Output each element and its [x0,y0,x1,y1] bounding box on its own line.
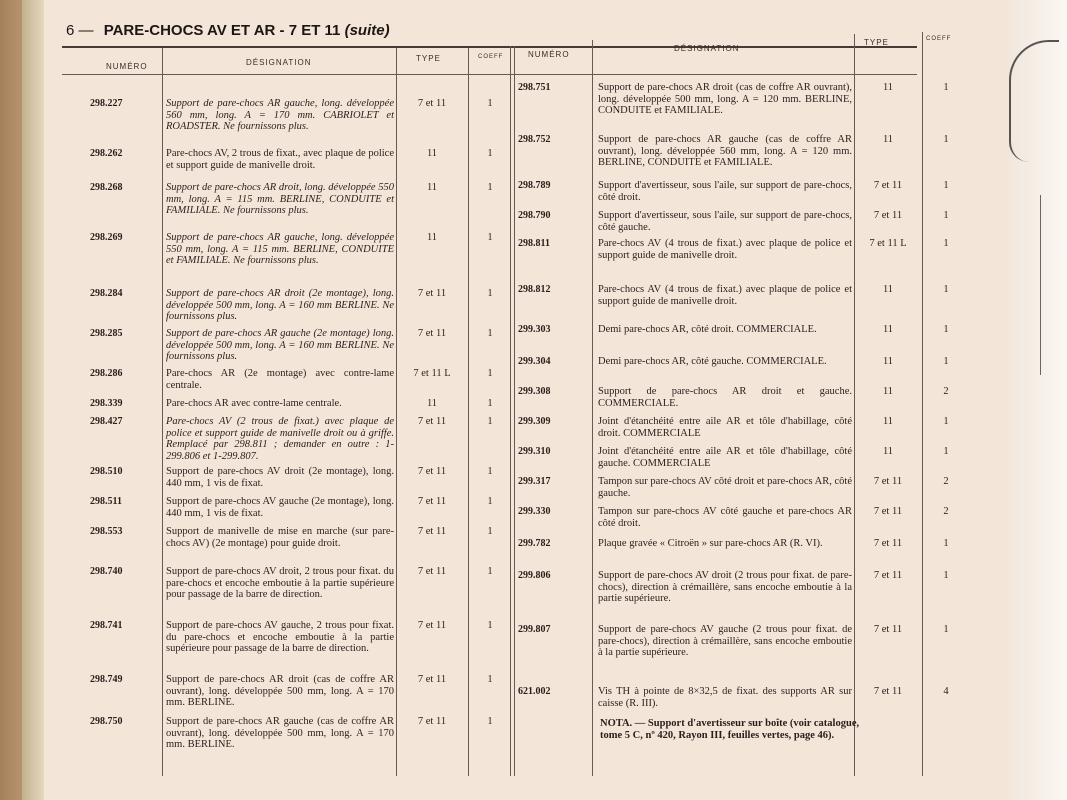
part-coefficient: 1 [487,566,493,577]
part-coefficient: 1 [943,570,949,581]
part-type: 11 [882,356,894,367]
part-type: 7 et 11 [873,180,903,191]
part-designation: Support de pare-chocs AR gauche (cas de coffre AR ouvrant), long. développée 560 mm, long. A = 120 mm. BERLINE, CONDUITE et FAMILIALE. [598,134,852,168]
part-number: 299.330 [518,506,551,517]
part-coefficient: 2 [943,386,949,397]
part-designation: Joint d'étanchéité entre aile AR et tôle d'habillage, côté gauche. COMMERCIALE [598,446,852,469]
part-designation: Support de pare-chocs AV droit, 2 trous pour fixat. du pare-chocs et encoche emboutie à la partie supérieure pour passage de la barre de direction. [166,566,394,600]
part-number: 299.309 [518,416,551,427]
part-number: 298.339 [90,398,123,409]
divider [854,34,855,776]
part-number: 298.741 [90,620,123,631]
part-illustration-icon [1040,195,1063,375]
part-coefficient: 2 [943,476,949,487]
part-designation: Support de pare-chocs AR gauche (cas de coffre AR ouvrant), long. développée 500 mm, long. A = 170 mm. BERLINE. [166,716,394,750]
column-header-rule [62,74,917,75]
part-designation: Pare-chocs AV (2 trous de fixat.) avec plaque de police et support guide de manivelle droit ou à griffe. Remplacé par 298.811 ; demander en outre : 1-299.806 et 1-299.807. [166,416,394,462]
part-coefficient: 1 [487,148,493,159]
page-header [66,22,916,46]
part-type: 7 et 11 [873,686,903,697]
part-designation: Demi pare-chocs AR, côté gauche. COMMERCIALE. [598,356,827,367]
divider [922,32,923,776]
divider [396,48,397,776]
part-type: 7 et 11 [417,674,447,685]
col-type-right: TYPE [864,38,889,47]
part-coefficient: 1 [487,98,493,109]
part-type: 11 [426,182,438,193]
part-number: 298.284 [90,288,123,299]
part-designation: Support de pare-chocs AV droit (2e montage), long. 440 mm, 1 vis de fixat. [166,466,394,489]
part-coefficient: 1 [487,620,493,631]
part-coefficient: 1 [487,466,493,477]
part-coefficient: 1 [487,368,493,379]
part-designation: Pare-chocs AV (4 trous de fixat.) avec plaque de police et support guide de manivelle droit. [598,238,852,261]
part-type: 7 et 11 [873,506,903,517]
nota-text: NOTA. — Support d'avertisseur sur boîte (voir catalogue, tome 5 C, nº 420, Rayon III, feuilles vertes, page 46). [600,718,860,741]
part-coefficient: 2 [943,506,949,517]
page-edge [22,0,46,800]
part-type: 7 et 11 [873,476,903,487]
part-number: 298.790 [518,210,551,221]
part-coefficient: 1 [487,398,493,409]
part-number: 298.285 [90,328,123,339]
part-coefficient: 1 [487,674,493,685]
part-number: 298.553 [90,526,123,537]
part-number: 298.751 [518,82,551,93]
part-number: 299.303 [518,324,551,335]
divider [592,40,593,776]
part-coefficient: 1 [943,446,949,457]
part-number: 298.740 [90,566,123,577]
part-designation: Support d'avertisseur, sous l'aile, sur support de pare-chocs, côté gauche. [598,210,852,233]
part-type: 11 [882,284,894,295]
part-designation: Vis TH à pointe de 8×32,5 de fixat. des supports AR sur caisse (R. III). [598,686,852,709]
col-coeff-left: COEFF [478,54,504,60]
part-type: 7 et 11 [873,210,903,221]
part-number: 298.510 [90,466,123,477]
part-type: 11 [882,416,894,427]
part-designation: Support de pare-chocs AV gauche, 2 trous pour fixat. du pare-chocs et encoche emboutie à la partie supérieure pour passage de la barre de direction. [166,620,394,654]
part-designation: Support de pare-chocs AR gauche (2e montage) long. développée 500 mm, long. A = 160 mm BERLINE. Ne fournissons plus. [166,328,394,362]
page-title: PARE-CHOCS AV ET AR - 7 ET 11 [103,22,341,39]
part-type: 7 et 11 L [413,368,451,379]
col-numero-right: NUMÉRO [528,50,570,59]
part-designation: Pare-chocs AV, 2 trous de fixat., avec plaque de police et support guide de manivelle droit. [166,148,394,171]
part-number: 298.789 [518,180,551,191]
part-coefficient: 1 [943,624,949,635]
part-coefficient: 1 [487,288,493,299]
part-coefficient: 1 [487,416,493,427]
part-number: 299.806 [518,570,551,581]
part-type: 11 [426,232,438,243]
part-designation: Support de pare-chocs AR droit (cas de coffre AR ouvrant), long. développée 500 mm, long. A = 120 mm. BERLINE, CONDUITE et FAMILIALE. [598,82,852,116]
part-number: 298.811 [518,238,550,249]
part-coefficient: 1 [943,180,949,191]
part-number: 299.782 [518,538,551,549]
part-type: 7 et 11 [417,98,447,109]
part-designation: Pare-chocs AR (2e montage) avec contre-lame centrale. [166,368,394,391]
part-type: 7 et 11 [417,416,447,427]
part-designation: Pare-chocs AV (4 trous de fixat.) avec plaque de police et support guide de manivelle droit. [598,284,852,307]
part-coefficient: 1 [487,526,493,537]
part-coefficient: 4 [943,686,949,697]
part-type: 11 [426,148,438,159]
part-number: 298.269 [90,232,123,243]
part-designation: Support de pare-chocs AR gauche, long. développée 550 mm, long. A = 115 mm. BERLINE, CONDUITE et FAMILIALE. Ne fournissons plus. [166,232,394,266]
part-coefficient: 1 [943,356,949,367]
part-coefficient: 1 [487,182,493,193]
col-type-left: TYPE [416,54,441,63]
part-type: 7 et 11 [417,566,447,577]
part-coefficient: 1 [943,284,949,295]
part-number: 299.317 [518,476,551,487]
part-coefficient: 1 [943,324,949,335]
part-type: 11 [426,398,438,409]
divider [162,48,163,776]
part-number: 299.310 [518,446,551,457]
part-number: 299.807 [518,624,551,635]
part-type: 11 [882,324,894,335]
part-designation: Tampon sur pare-chocs AV côté gauche et pare-chocs AR côté droit. [598,506,852,529]
part-type: 7 et 11 [417,526,447,537]
part-coefficient: 1 [943,134,949,145]
part-coefficient: 1 [487,232,493,243]
part-number: 299.304 [518,356,551,367]
col-designation-right: DÉSIGNATION [674,44,740,53]
part-coefficient: 1 [943,238,949,249]
divider [510,46,511,776]
part-number: 298.750 [90,716,123,727]
part-type: 11 [882,446,894,457]
part-type: 11 [882,134,894,145]
part-designation: Support de pare-chocs AV gauche (2 trous pour fixat. de pare-chocs), direction à crémaillère, sans encoche emboutie à la partie supérieure. [598,624,852,658]
part-designation: Plaque gravée « Citroën » sur pare-chocs AR (R. VI). [598,538,823,549]
part-designation: Support de pare-chocs AV gauche (2e montage), long. 440 mm, 1 vis de fixat. [166,496,394,519]
part-coefficient: 1 [487,716,493,727]
col-numero-left: NUMÉRO [106,62,148,71]
part-coefficient: 1 [487,328,493,339]
part-number: 298.749 [90,674,123,685]
part-number: 298.752 [518,134,551,145]
part-coefficient: 1 [487,496,493,507]
part-number: 298.227 [90,98,123,109]
part-designation: Tampon sur pare-chocs AV côté droit et pare-chocs AR, côté gauche. [598,476,852,499]
part-number: 621.002 [518,686,551,697]
part-designation: Support de pare-chocs AR droit (cas de coffre AR ouvrant), long. développée 500 mm, long. A = 170 mm. BERLINE. [166,674,394,708]
page-number: 6 — [66,22,94,39]
part-coefficient: 1 [943,82,949,93]
car-illustration-icon [1009,40,1059,162]
header-rule [62,46,917,48]
part-designation: Pare-chocs AR avec contre-lame centrale. [166,398,342,409]
part-designation: Support de manivelle de mise en marche (sur pare-chocs AV) (2e montage) pour guide droit. [166,526,394,549]
part-designation: Joint d'étanchéité entre aile AR et tôle d'habillage, côté droit. COMMERCIALE [598,416,852,439]
part-designation: Demi pare-chocs AR, côté droit. COMMERCIALE. [598,324,817,335]
part-type: 7 et 11 L [869,238,907,249]
part-number: 298.812 [518,284,551,295]
adjacent-page [1009,0,1067,800]
part-type: 7 et 11 [417,716,447,727]
part-coefficient: 1 [943,538,949,549]
col-coeff-right: COEFF [926,36,952,42]
part-type: 7 et 11 [417,620,447,631]
part-coefficient: 1 [943,416,949,427]
part-type: 7 et 11 [873,624,903,635]
part-designation: Support de pare-chocs AR gauche, long. développée 560 mm, long. A = 170 mm. CABRIOLET et ROADSTER. Ne fournissons plus. [166,98,394,132]
part-number: 298.511 [90,496,122,507]
part-type: 7 et 11 [873,570,903,581]
part-designation: Support d'avertisseur, sous l'aile, sur support de pare-chocs, côté droit. [598,180,852,203]
part-designation: Support de pare-chocs AR droit, long. développée 550 mm, long. A = 115 mm. BERLINE, CONDUITE et FAMILIALE. Ne fournissons plus. [166,182,394,216]
page-title-suite: (suite) [344,22,390,39]
part-designation: Support de pare-chocs AR droit (2e montage), long. développée 500 mm, long. A = 160 mm BERLINE. Ne fournissons plus. [166,288,394,322]
part-number: 298.262 [90,148,123,159]
divider [468,48,469,776]
part-type: 11 [882,82,894,93]
part-type: 11 [882,386,894,397]
part-number: 298.268 [90,182,123,193]
part-designation: Support de pare-chocs AR droit et gauche. COMMERCIALE. [598,386,852,409]
part-designation: Support de pare-chocs AV droit (2 trous pour fixat. de pare-chocs), direction à crémaillère, sans encoche emboutie à la partie supérieure. [598,570,852,604]
divider [514,46,515,776]
part-number: 298.427 [90,416,123,427]
part-type: 7 et 11 [417,466,447,477]
part-type: 7 et 11 [873,538,903,549]
part-number: 298.286 [90,368,123,379]
part-number: 299.308 [518,386,551,397]
part-type: 7 et 11 [417,328,447,339]
part-type: 7 et 11 [417,496,447,507]
part-coefficient: 1 [943,210,949,221]
col-designation-left: DÉSIGNATION [246,58,312,67]
part-type: 7 et 11 [417,288,447,299]
